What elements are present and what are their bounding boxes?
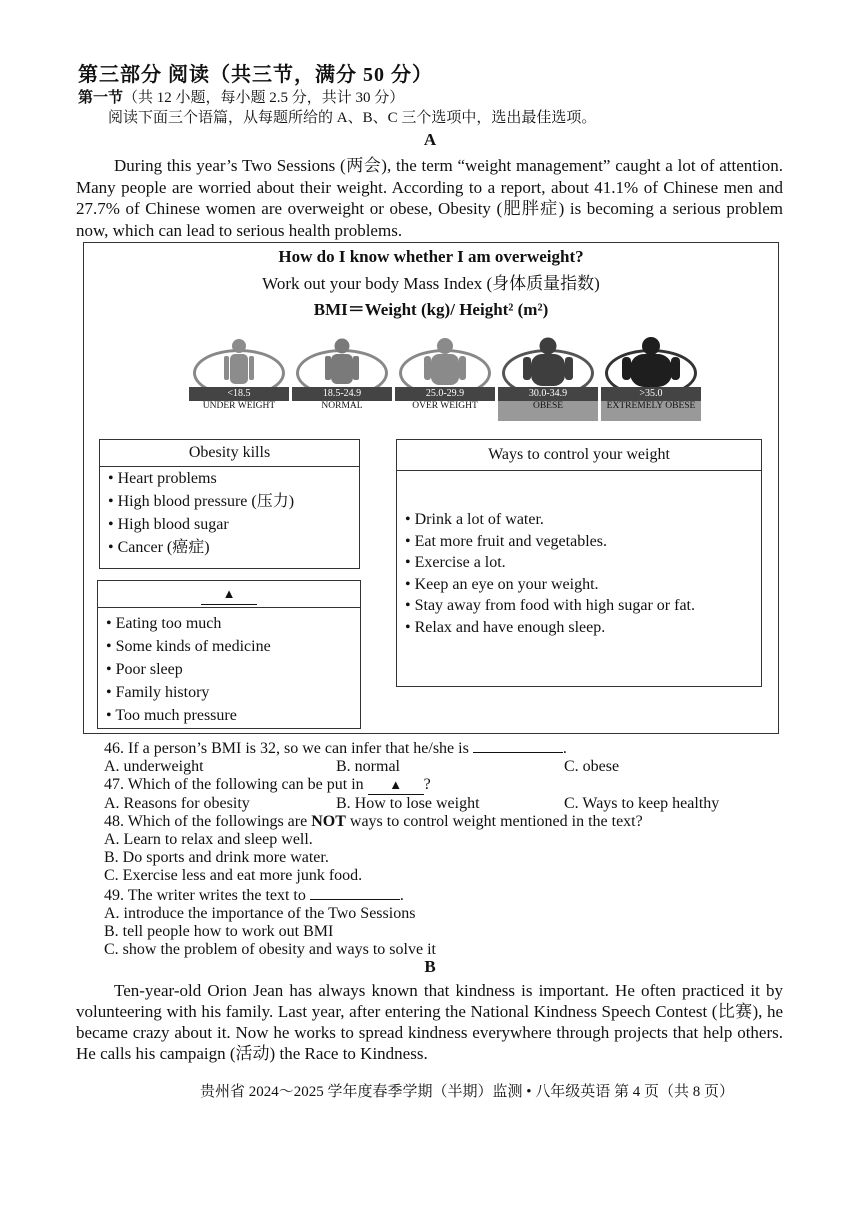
option-c: C. obese xyxy=(564,758,620,775)
bmi-category-underweight xyxy=(189,335,289,427)
question-stem-end: . xyxy=(562,740,567,757)
bmi-figure xyxy=(83,242,779,734)
question-46 xyxy=(104,738,804,758)
causes-list xyxy=(98,608,360,727)
list-item: • Eat more fruit and vegetables. xyxy=(405,531,761,553)
bmi-range: 18.5-24.9 xyxy=(292,387,392,401)
figure-subtitle: Work out your body Mass Index (身体质量指数) xyxy=(262,274,600,293)
bmi-scale xyxy=(189,335,709,425)
passage-a-letter: A xyxy=(423,130,437,149)
question-stem: 46. If a person’s BMI is 32, so we can infer that he/she is xyxy=(104,740,469,757)
question-emphasis: NOT xyxy=(311,813,346,830)
triangle-blank: ▲ xyxy=(201,584,257,605)
bmi-category-extremely-obese xyxy=(601,335,701,427)
bmi-label: OVER WEIGHT xyxy=(412,401,478,411)
list-item: • Drink a lot of water. xyxy=(405,509,761,531)
question-48 xyxy=(104,813,804,831)
option-b: B. How to lose weight xyxy=(336,795,480,812)
options-46 xyxy=(104,758,804,776)
option-a: A. underweight xyxy=(104,758,204,775)
bmi-category-overweight xyxy=(395,335,495,427)
option-c: C. Exercise less and eat more junk food. xyxy=(104,867,363,884)
list-item: • Relax and have enough sleep. xyxy=(405,617,761,639)
bmi-range: <18.5 xyxy=(189,387,289,401)
bmi-label: UNDER WEIGHT xyxy=(202,401,276,411)
bmi-label: OBESE xyxy=(498,401,598,421)
answer-blank xyxy=(310,885,400,900)
list-item: • Poor sleep xyxy=(106,658,360,681)
bmi-formula: BMI＝Weight (kg)/ Height² (m²) xyxy=(313,300,549,319)
list-item: • Exercise a lot. xyxy=(405,552,761,574)
list-item: • Eating too much xyxy=(106,612,360,635)
list-item: • Too much pressure xyxy=(106,704,360,727)
body-silhouette-icon xyxy=(189,335,289,427)
obesity-kills-title: Obesity kills xyxy=(100,440,359,467)
passage-b-paragraph: Ten-year-old Orion Jean has always known that kindness is important. He often practiced it by volunteering with his family. Last year, after entering the National Kindness Speech Contest (比赛), he became crazy about it. Now he works to spread kindness everywhere through projects that help others. He calls his campaign (活动) the Race to Kindness. xyxy=(76,981,783,1063)
list-item: • Family history xyxy=(106,681,360,704)
bmi-category-obese xyxy=(498,335,598,427)
obesity-kills-box xyxy=(99,439,360,569)
ways-list xyxy=(397,471,761,638)
causes-box xyxy=(97,580,361,729)
answer-blank xyxy=(473,738,563,753)
question-stem-end: . xyxy=(399,887,404,904)
page-footer: 贵州省 2024～2025 学年度春季学期（半期）监测 • 八年级英语 第 4 页（共 8 页） xyxy=(200,1084,735,1100)
list-item: • High blood sugar xyxy=(108,513,359,536)
option-c: C. Ways to keep healthy xyxy=(564,795,720,812)
question-stem-end: ? xyxy=(423,776,431,793)
option-a: A. Learn to relax and sleep well. xyxy=(104,831,313,848)
subsection-label: 第一节 xyxy=(78,90,124,106)
list-item: • Heart problems xyxy=(108,467,359,490)
options-47 xyxy=(104,795,804,813)
body-silhouette-icon xyxy=(395,335,495,427)
question-stem: 47. Which of the following can be put in xyxy=(104,776,364,793)
option-b: B. normal xyxy=(336,758,400,775)
bmi-label: EXTREMELY OBESE xyxy=(601,401,701,421)
subsection-text: （共 12 小题，每小题 2.5 分，共计 30 分） xyxy=(123,90,405,106)
questions xyxy=(104,738,804,959)
option-b: B. tell people how to work out BMI xyxy=(104,923,334,940)
question-47 xyxy=(104,776,804,795)
option-c: C. show the problem of obesity and ways to solve it xyxy=(104,941,436,958)
section-title: 第三部分 阅读（共三节，满分 50 分） xyxy=(78,64,433,86)
bmi-range: 30.0-34.9 xyxy=(498,387,598,401)
bmi-category-normal xyxy=(292,335,392,427)
list-item: • Cancer (癌症) xyxy=(108,536,359,559)
question-stem: 48. Which of the followings are xyxy=(104,813,308,830)
bmi-range: 25.0-29.9 xyxy=(395,387,495,401)
option-a: A. introduce the importance of the Two Sessions xyxy=(104,905,416,922)
list-item: • Stay away from food with high sugar or fat. xyxy=(405,595,761,617)
passage-b-letter: B xyxy=(424,957,436,976)
list-item: • High blood pressure (压力) xyxy=(108,490,359,513)
ways-title: Ways to control your weight xyxy=(397,440,761,471)
list-item: • Some kinds of medicine xyxy=(106,635,360,658)
bmi-label: NORMAL xyxy=(321,401,363,411)
obesity-kills-list xyxy=(100,467,359,559)
triangle-blank: ▲ xyxy=(368,776,424,795)
question-stem-end: ways to control weight mentioned in the text? xyxy=(349,813,643,830)
list-item: • Keep an eye on your weight. xyxy=(405,574,761,596)
figure-title: How do I know whether I am overweight? xyxy=(278,247,584,266)
body-silhouette-icon xyxy=(292,335,392,427)
option-b: B. Do sports and drink more water. xyxy=(104,849,329,866)
question-stem: 49. The writer writes the text to xyxy=(104,887,306,904)
option-a: A. Reasons for obesity xyxy=(104,795,250,812)
passage-a-paragraph: During this year’s Two Sessions (两会), the term “weight management” caught a lot of attention. Many people are worried about their weight. According to a report, about 41.1% of Chinese men and 27.7% of Chinese women are overweight or obese, Obesity (肥胖症) is becoming a serious problem now, which can lead to serious health problems. xyxy=(76,156,783,240)
question-49 xyxy=(104,885,804,905)
bmi-range: >35.0 xyxy=(601,387,701,401)
instruction: 阅读下面三个语篇，从每题所给的 A、B、C 三个选项中，选出最佳选项。 xyxy=(108,110,597,126)
ways-box xyxy=(396,439,762,687)
subsection-header xyxy=(78,86,404,107)
causes-title xyxy=(98,581,360,608)
